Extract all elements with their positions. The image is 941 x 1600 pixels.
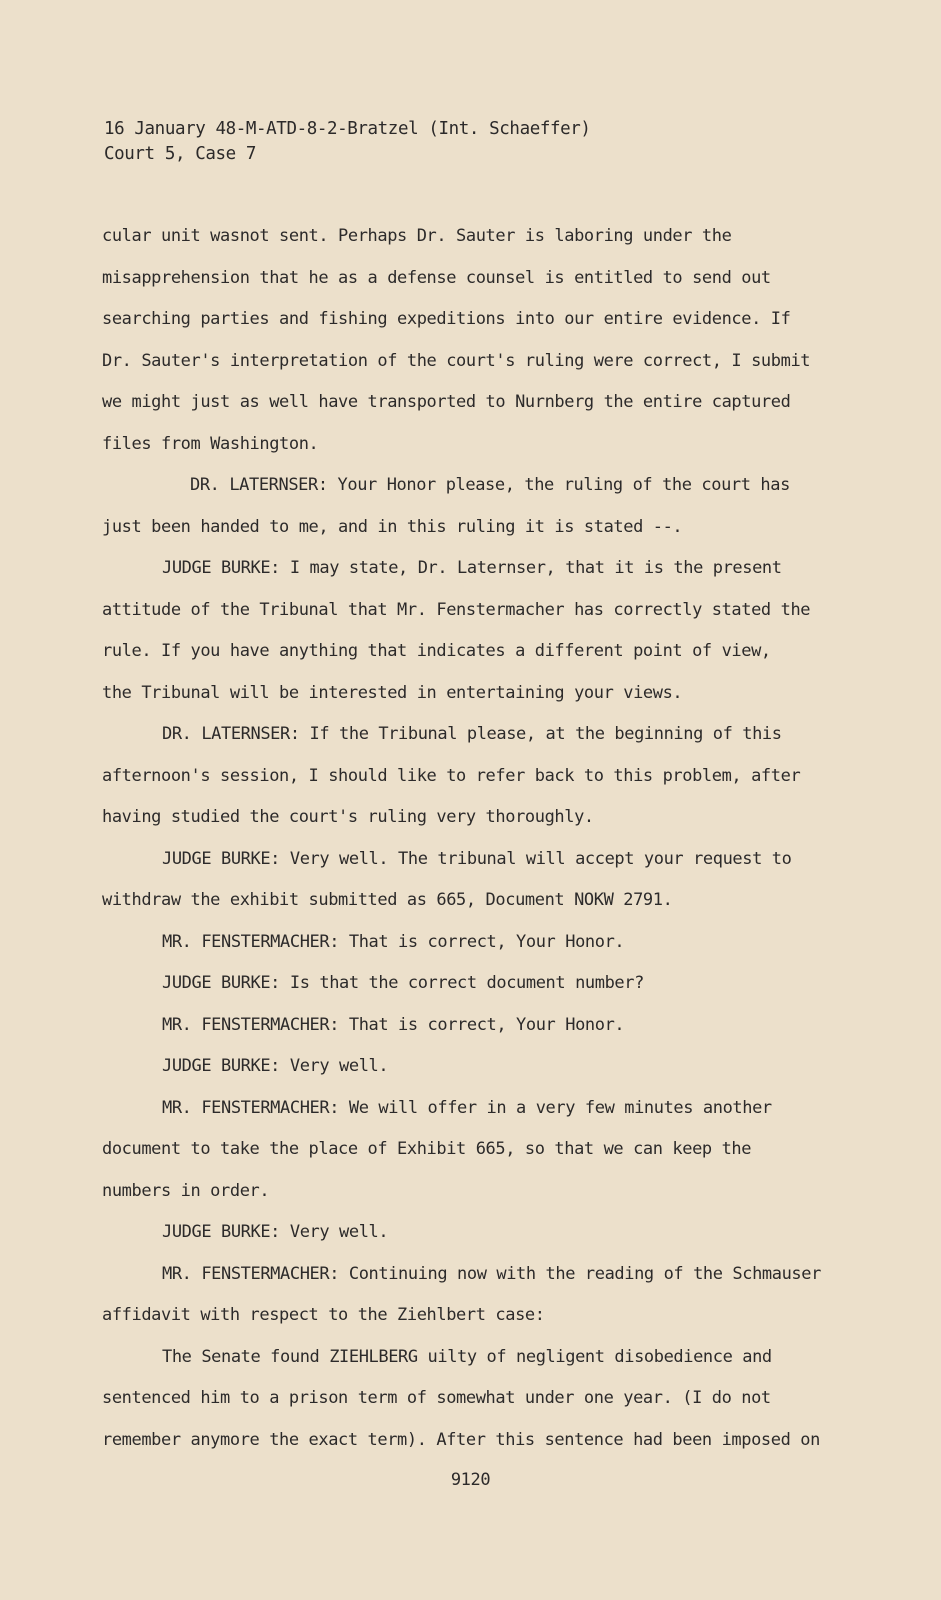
text-line: attitude of the Tribunal that Mr. Fenstermacher has correctly stated the (102, 599, 811, 620)
text-line: files from Washington. (102, 433, 319, 454)
transcript-header (104, 117, 591, 167)
text-line: just been handed to me, and in this ruling it is stated --. (102, 516, 683, 537)
text-line: cular unit wasnot sent. Perhaps Dr. Sauter is laboring under the (102, 226, 732, 246)
text-line: MR. FENSTERMACHER: That is correct, Your Honor. (162, 1014, 625, 1035)
text-line: document to take the place of Exhibit 665, so that we can keep the (102, 1139, 752, 1159)
text-line: the Tribunal will be interested in entertaining your views. (102, 682, 683, 703)
text-line: sentenced him to a prison term of somewhat under one year. (I do not (102, 1388, 771, 1408)
text-line: numbers in order. (102, 1180, 270, 1201)
transcript-body (102, 216, 862, 1461)
header-line-1: 16 January 48-M-ATD-8-2-Bratzel (Int. Schaeffer) (104, 119, 591, 139)
text-line: DR. LATERNSER: Your Honor please, the ruling of the court has (190, 475, 790, 495)
text-line: JUDGE BURKE: Very well. (162, 1222, 389, 1242)
text-line: misapprehension that he as a defense counsel is entitled to send out (102, 267, 771, 288)
text-line: afternoon's session, I should like to refer back to this problem, after (102, 765, 801, 786)
text-line: affidavit with respect to the Ziehlbert case: (102, 1305, 545, 1325)
header-line-2: Court 5, Case 7 (104, 144, 257, 164)
text-line: MR. FENSTERMACHER: Continuing now with the reading of the Schmauser (162, 1263, 821, 1284)
page-number: 9120 (450, 1470, 491, 1490)
text-line: Dr. Sauter's interpretation of the court's ruling were correct, I submit (102, 350, 811, 371)
text-line: JUDGE BURKE: Very well. (162, 1056, 389, 1076)
text-line: having studied the court's ruling very thoroughly. (102, 807, 594, 827)
text-line: MR. FENSTERMACHER: That is correct, Your Honor. (162, 931, 625, 952)
text-line: The Senate found ZIEHLBERG uilty of negligent disobedience and (162, 1346, 772, 1367)
text-line: rule. If you have anything that indicates a different point of view, (102, 641, 771, 661)
text-line: searching parties and fishing expeditions into our entire evidence. If (102, 309, 791, 329)
text-line: JUDGE BURKE: Is that the correct document number? (162, 973, 644, 993)
text-line: remember anymore the exact term). After this sentence had been imposed on (102, 1429, 820, 1450)
text-line: withdraw the exhibit submitted as 665, Document NOKW 2791. (102, 890, 673, 910)
text-line: DR. LATERNSER: If the Tribunal please, at the beginning of this (162, 724, 782, 744)
text-line: JUDGE BURKE: I may state, Dr. Laternser, that it is the present (162, 558, 782, 578)
text-line: we might just as well have transported to Nurnberg the entire captured (102, 392, 791, 412)
text-line: MR. FENSTERMACHER: We will offer in a very few minutes another (162, 1097, 772, 1118)
text-line: JUDGE BURKE: Very well. The tribunal will accept your request to (162, 848, 792, 869)
